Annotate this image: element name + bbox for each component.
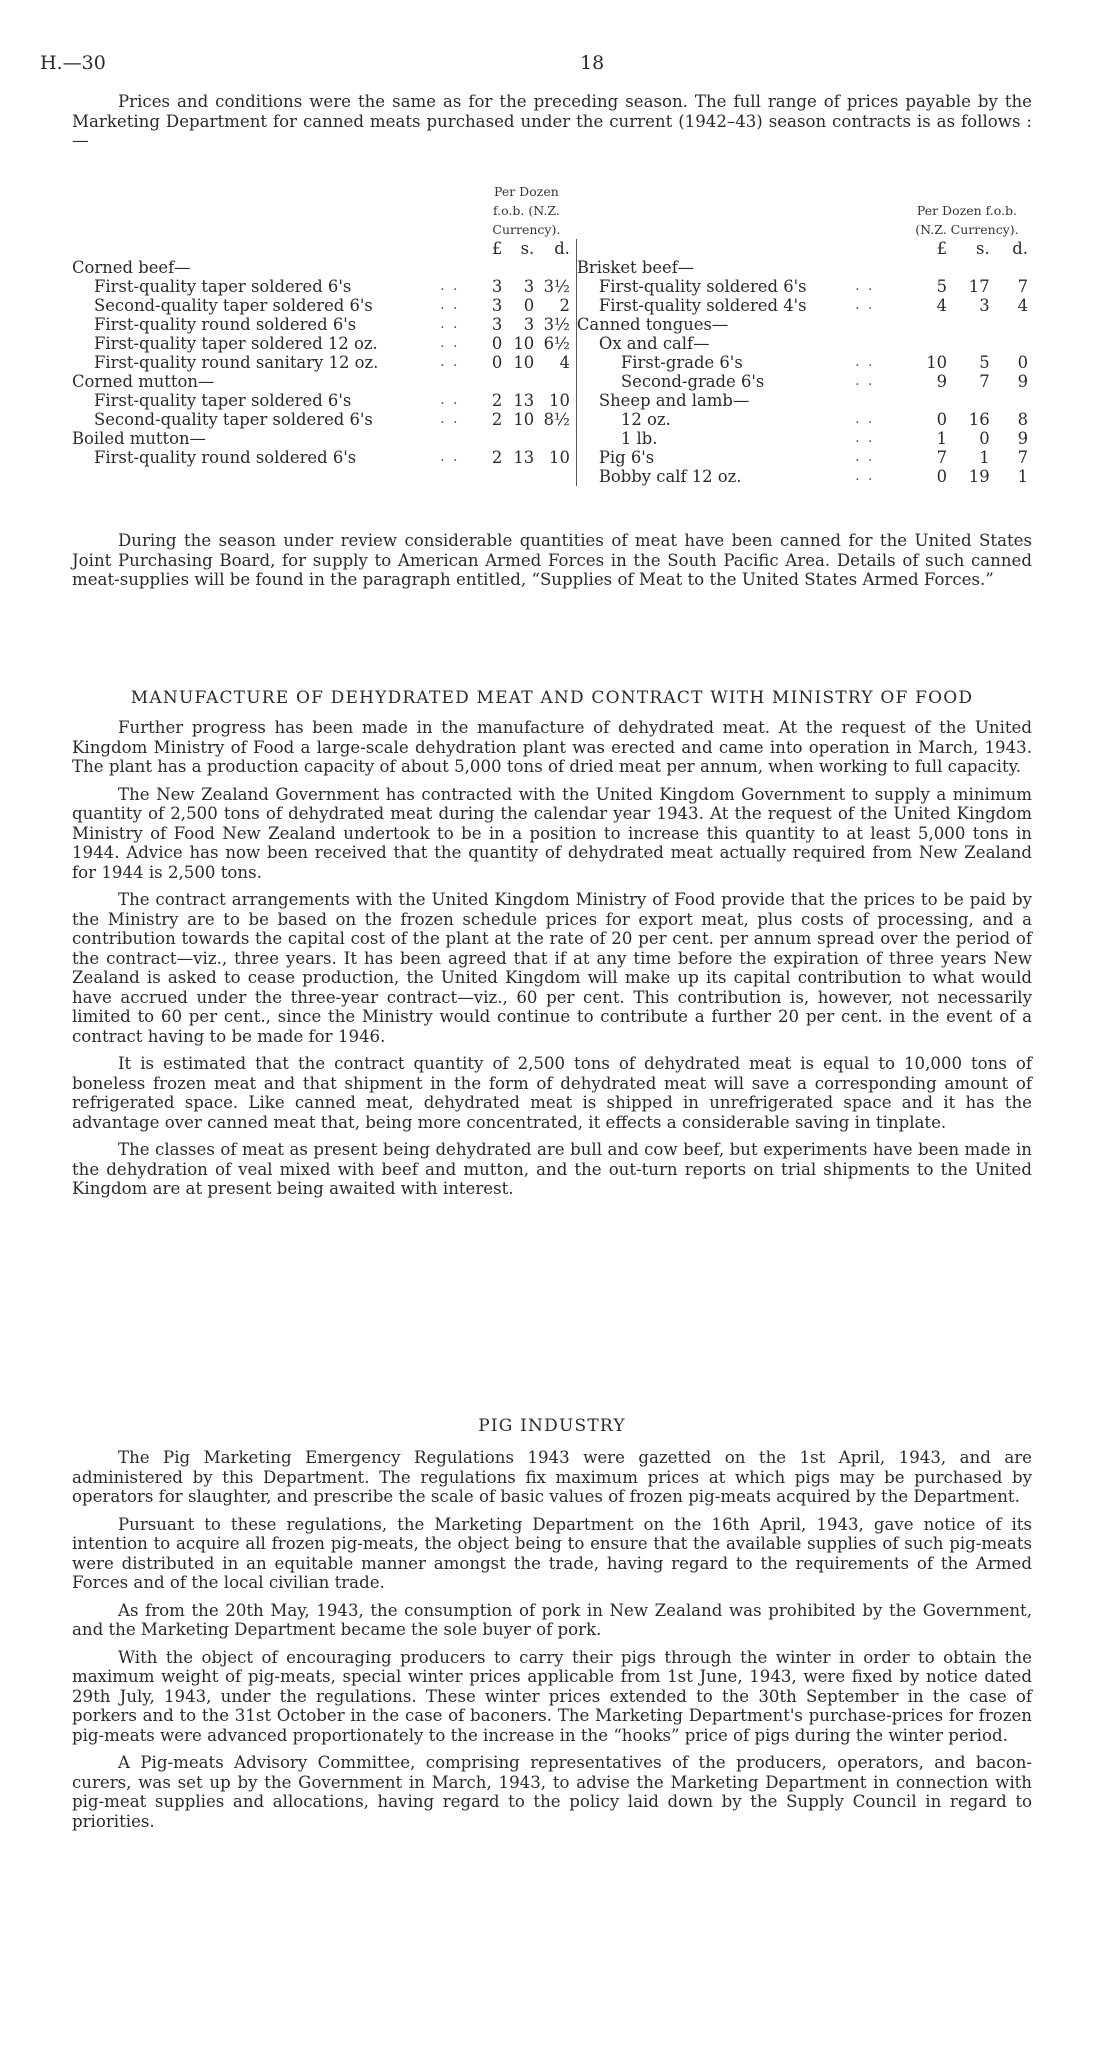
paragraph: A Pig-meats Advisory Committee, comprising representatives of the producers, operators, and bacon-curers, was set up by the Government in March, 1943, to advise the Marketing Department in connection with pig-meat supplies and allocations, having regard to the policy laid down by the Supply Council in regard to priorities.: [72, 1753, 1032, 1831]
price-pence: 7: [1017, 277, 1028, 296]
price-pounds: 9: [936, 372, 948, 391]
price-shillings: 10: [513, 334, 535, 353]
price-pounds: 5: [936, 277, 948, 296]
price-pounds: 0: [936, 467, 948, 486]
table-row: [72, 467, 1034, 486]
price-shillings: 16: [968, 410, 990, 429]
price-shillings: [508, 467, 540, 486]
item-label: [72, 467, 423, 486]
item-label: Bobby calf 12 oz.: [576, 467, 829, 486]
price-shillings: [508, 372, 540, 391]
price-shillings: [508, 258, 540, 277]
price-pounds: 3: [491, 315, 503, 334]
item-label: Canned tongues—: [576, 315, 829, 334]
paragraph: During the season under review considerable quantities of meat have been canned for the United States Joint Purchasing Board, for supply to American Armed Forces in the South Pacific Area. Details of such canned meat-supplies will be found in the paragraph entitled, “Supplies of Meat to the United States Armed Forces.”: [72, 531, 1032, 589]
paragraph: With the object of encouraging producers to carry their pigs through the winter in order to obtain the maximum weight of pig-meats, special winter prices applicable from 1st June, 1943, were fixed by notice dated 29th July, 1943, under the regulations. These winter prices extended to the 30th September in the case of porkers and to the 31st October in the case of baconers. The Marketing Department's purchase-prices for frozen pig-meats were advanced proportionately to the increase in the “hooks” price of pigs during the winter period.: [72, 1647, 1032, 1745]
spacer: [72, 239, 423, 258]
paragraph: As from the 20th May, 1943, the consumption of pork in New Zealand was prohibited by the Government, and the Marketing Department became the sole buyer of pork.: [72, 1600, 1032, 1639]
spacer: [423, 239, 476, 258]
table-row: [72, 334, 1034, 353]
price-pounds: 3: [491, 296, 503, 315]
paragraph: The classes of meat as present being dehydrated are bull and cow beef, but experiments have been made in the dehydration of veal mixed with beef and mutton, and the out-turn reports on trial shipments to the United Kingdom are at present being awaited with interest.: [72, 1140, 1032, 1198]
price-pounds: [900, 334, 953, 353]
document-code: H.—30: [40, 52, 106, 74]
paragraph: Pursuant to these regulations, the Marketing Department on the 16th April, 1943, gave notice of its intention to acquire all frozen pig-meats, the object being to ensure that the available supplies of such pig-meats were distributed in an equitable manner amongst the trade, having regard to the requirements of the Armed Forces and of the local civilian trade.: [72, 1514, 1032, 1592]
leader-dots: [423, 258, 476, 277]
price-pence: 3½: [543, 277, 570, 296]
page-header: [40, 52, 1074, 76]
leader-dots: . .: [440, 316, 460, 332]
price-pence: [996, 391, 1034, 410]
price-pence: 6½: [543, 334, 570, 353]
price-pence: 10: [549, 448, 570, 467]
intro-paragraph: Prices and conditions were the same as for the preceding season. The full range of prices payable by the Marketing Department for canned meats purchased under the current (1942–43) season contracts is as follows :—: [72, 92, 1032, 150]
leader-dots: . .: [440, 411, 460, 427]
price-pence: 7: [1017, 448, 1028, 467]
unit-label-row: [72, 239, 1034, 258]
spacer: [576, 239, 829, 258]
item-label: 1 lb.: [576, 429, 829, 448]
leader-dots: . .: [440, 278, 460, 294]
price-pence: [540, 372, 576, 391]
price-pence: [996, 315, 1034, 334]
price-pounds: [476, 372, 508, 391]
item-label: Corned beef—: [72, 258, 191, 277]
price-pounds: [476, 258, 508, 277]
price-shillings: 0: [979, 429, 990, 448]
unit-shillings: s.: [520, 239, 535, 258]
column-header-left: Per Dozen f.o.b. (N.Z. Currency).: [492, 184, 561, 237]
item-label: First-quality taper soldered 6's: [94, 277, 352, 296]
item-label: Corned mutton—: [72, 372, 215, 391]
price-pence: 4: [1017, 296, 1028, 315]
price-pounds: [476, 467, 508, 486]
item-label: First-quality soldered 4's: [576, 296, 829, 315]
price-shillings: 10: [513, 353, 535, 372]
section-dehydrated-body: [72, 718, 1032, 1207]
price-shillings: 10: [513, 410, 535, 429]
price-pounds: 4: [936, 296, 948, 315]
paragraph: The contract arrangements with the United Kingdom Ministry of Food provide that the prices to be paid by the Ministry are to be based on the frozen schedule prices for export meat, plus costs of processing, and a contribution towards the capital cost of the plant at the rate of 20 per cent. per annum spread over the period of the contract—viz., three years. It has been agreed that if at any time before the expiration of three years New Zealand is asked to cease production, the United Kingdom will make up its capital contribution to what would have accrued under the three-year contract—viz., 60 per cent. This contribution is, however, not necessarily limited to 60 per cent., since the Ministry would continue to contribute a further 20 per cent. in the event of a contract having to be made for 1946.: [72, 890, 1032, 1046]
leader-dots: [830, 315, 900, 334]
table-row: [72, 315, 1034, 334]
unit-pence: d.: [554, 239, 570, 258]
price-shillings: 17: [968, 277, 990, 296]
leader-dots: [830, 258, 900, 277]
price-shillings: [953, 315, 996, 334]
item-label: Pig 6's: [576, 448, 829, 467]
leader-dots: [423, 372, 476, 391]
leader-dots: . .: [855, 373, 875, 389]
price-pounds: 1: [936, 429, 948, 448]
price-pence: [996, 258, 1034, 277]
spacer: [830, 239, 900, 258]
price-shillings: 0: [523, 296, 535, 315]
price-shillings: 5: [979, 353, 990, 372]
canned-meat-note: [72, 531, 1032, 598]
unit-pence: d.: [1012, 239, 1028, 258]
table-row: [72, 372, 1034, 391]
column-header-right: Per Dozen f.o.b. (N.Z. Currency).: [915, 203, 1019, 237]
price-pence: 2: [559, 296, 570, 315]
price-pence: 4: [559, 353, 570, 372]
canned-meat-price-table: [72, 182, 1034, 486]
price-shillings: [953, 334, 996, 353]
leader-dots: . .: [855, 468, 875, 484]
price-pence: 8½: [543, 410, 570, 429]
price-pence: [540, 429, 576, 448]
item-label: First-quality round sanitary 12 oz.: [94, 353, 379, 372]
item-label: First-quality round soldered 6's: [94, 315, 357, 334]
price-pounds: 0: [936, 410, 948, 429]
item-label: Brisket beef—: [576, 258, 829, 277]
price-shillings: [953, 391, 996, 410]
paragraph: It is estimated that the contract quantity of 2,500 tons of dehydrated meat is equal to 10,000 tons of boneless frozen meat and that shipment in the form of dehydrated meat will save a corresponding amount of refrigerated space. Like canned meat, dehydrated meat is shipped in unrefrigerated space and it has the advantage over canned meat that, being more concentrated, it effects a considerable saving in tinplate.: [72, 1054, 1032, 1132]
intro-block: [72, 92, 1032, 159]
price-pounds: 0: [491, 353, 503, 372]
table-row: [72, 410, 1034, 429]
price-pence: [996, 334, 1034, 353]
price-pounds: [900, 258, 953, 277]
item-label: 12 oz.: [576, 410, 829, 429]
table-row: [72, 296, 1034, 315]
price-shillings: 3: [523, 315, 535, 334]
price-pounds: 2: [491, 391, 503, 410]
table-row: [72, 448, 1034, 467]
leader-dots: [830, 334, 900, 353]
item-label: Second-quality taper soldered 6's: [94, 296, 373, 315]
item-label: Boiled mutton—: [72, 429, 206, 448]
price-shillings: [953, 258, 996, 277]
price-pounds: [900, 315, 953, 334]
price-shillings: 7: [979, 372, 990, 391]
section-heading-pig: PIG INDUSTRY: [478, 1416, 626, 1436]
price-pounds: 10: [926, 353, 948, 372]
table-row: [72, 353, 1034, 372]
leader-dots: [423, 429, 476, 448]
table-row: [72, 277, 1034, 296]
item-label: First-quality round soldered 6's: [94, 448, 357, 467]
paragraph: The Pig Marketing Emergency Regulations 1943 were gazetted on the 1st April, 1943, and are administered by this Department. The regulations fix maximum prices at which pigs may be purchased by operators for slaughter, and prescribe the scale of basic values of frozen pig-meats acquired by the Department.: [72, 1448, 1032, 1506]
leader-dots: [830, 391, 900, 410]
page-number: 18: [580, 52, 605, 74]
section-heading-dehydrated: MANUFACTURE OF DEHYDRATED MEAT AND CONTRACT WITH MINISTRY OF FOOD: [130, 688, 974, 708]
item-label: Second-quality taper soldered 6's: [94, 410, 373, 429]
leader-dots: . .: [440, 297, 460, 313]
price-pence: 1: [1017, 467, 1028, 486]
table-row: [72, 429, 1034, 448]
item-label: First-quality taper soldered 6's: [94, 391, 352, 410]
price-shillings: [508, 429, 540, 448]
price-pence: 3½: [543, 315, 570, 334]
price-pence: [540, 467, 576, 486]
leader-dots: . .: [855, 354, 875, 370]
unit-pounds: £: [936, 239, 948, 258]
leader-dots: [423, 467, 476, 486]
price-pence: 10: [549, 391, 570, 410]
price-pounds: 0: [491, 334, 503, 353]
leader-dots: . .: [440, 354, 460, 370]
section-pig-body: [72, 1448, 1032, 1839]
leader-dots: . .: [855, 411, 875, 427]
table-row: [72, 258, 1034, 277]
paragraph: The New Zealand Government has contracted with the United Kingdom Government to supply a minimum quantity of 2,500 tons of dehydrated meat during the calendar year 1943. At the request of the United Kingdom Ministry of Food New Zealand undertook to be in a position to increase this quantity to at least 5,000 tons in 1944. Advice has now been received that the quantity of dehydrated meat actually required from New Zealand for 1944 is 2,500 tons.: [72, 784, 1032, 882]
price-shillings: 1: [979, 448, 990, 467]
price-shillings: 13: [513, 391, 535, 410]
item-label: Ox and calf—: [576, 334, 829, 353]
price-pounds: 7: [936, 448, 948, 467]
price-shillings: 3: [523, 277, 535, 296]
price-pounds: 2: [491, 410, 503, 429]
leader-dots: . .: [855, 278, 875, 294]
price-pounds: 3: [491, 277, 503, 296]
price-pounds: 2: [491, 448, 503, 467]
price-pounds: [900, 391, 953, 410]
price-shillings: 19: [968, 467, 990, 486]
leader-dots: . .: [855, 449, 875, 465]
leader-dots: . .: [440, 335, 460, 351]
price-pence: [540, 258, 576, 277]
price-pence: 8: [1017, 410, 1028, 429]
leader-dots: . .: [440, 392, 460, 408]
price-pounds: [476, 429, 508, 448]
item-label: First-quality soldered 6's: [576, 277, 829, 296]
price-shillings: 3: [979, 296, 990, 315]
price-pence: 9: [1017, 372, 1028, 391]
item-label: Sheep and lamb—: [576, 391, 829, 410]
price-pence: 0: [1017, 353, 1028, 372]
paragraph: Further progress has been made in the manufacture of dehydrated meat. At the request of the United Kingdom Ministry of Food a large-scale dehydration plant was erected and came into operation in March, 1943. The plant has a production capacity of about 5,000 tons of dried meat per annum, when working to full capacity.: [72, 718, 1032, 776]
table-row: [72, 391, 1034, 410]
price-shillings: 13: [513, 448, 535, 467]
item-label: First-grade 6's: [576, 353, 829, 372]
leader-dots: . .: [855, 430, 875, 446]
unit-pounds: £: [491, 239, 503, 258]
item-label: First-quality taper soldered 12 oz.: [94, 334, 378, 353]
leader-dots: . .: [855, 297, 875, 313]
price-pence: 9: [1017, 429, 1028, 448]
item-label: Second-grade 6's: [576, 372, 829, 391]
leader-dots: . .: [440, 449, 460, 465]
unit-shillings: s.: [976, 239, 990, 258]
